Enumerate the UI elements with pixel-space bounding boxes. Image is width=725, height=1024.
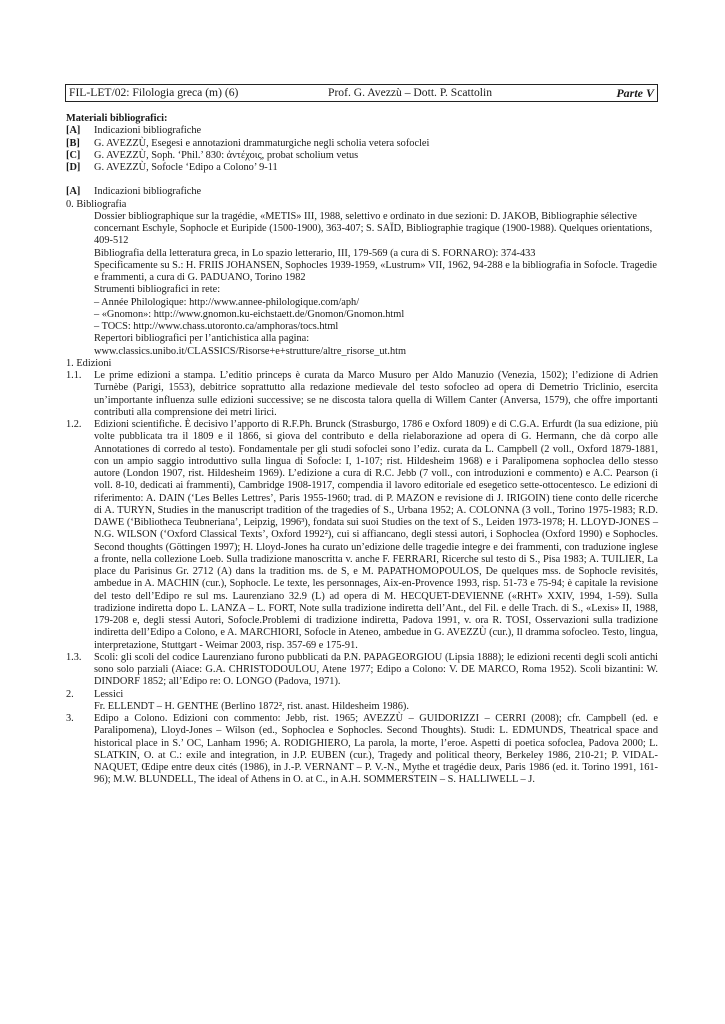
- bibliografia-line: Bibliografia della letteratura greca, in Lo spazio letterario, III, 179-569 (a cura di S. FORNARO): 374-433: [94, 247, 536, 259]
- subsection-number: 2.: [66, 688, 74, 700]
- subsection-text: Scoli: gli scoli del codice Laurenziano furono pubblicati da P.N. PAPAGEORGIOU (Lipsia 1888); le edizioni recenti degli scoli antichi sono solo parziali (Aiace: G.A. CHRISTODOULOU, Atene 1977; Edipo a Colono: V. DE MARCO, Roma 1952). Scoli bizantini: W. DINDORF 1852; all’Edipo re: O. LONGO (Padova, 1971).: [94, 651, 658, 688]
- subsection-text: Edizioni scientifiche. È decisivo l’apporto di R.F.Ph. Brunck (Strasburgo, 1786 e Oxford 1809) e di C.G.A. Erfurdt (la sua edizione, più volte pubblicata tra il 1809 e il 1866, si giova del contributo e della rielaborazione ad opera di G. Hermann, che dà corpo alle Annotationes di corredo al testo). Fondamentale per gli studi sofoclei sono l’ediz. curata da L. Campbell (2 voll., Oxford 1879-1881, con un ampio saggio introduttivo sulla lingua di Sofocle: I, 1-107; rist. Hildesheim 1968) e i Paralipomena sophoclea dello stesso autore (London 1907, rist. Hildesheim 1969). L’edizione a cura di R.C. Jebb (7 voll., con introduzioni e commento) e A.C. Pearson (i voll. 8-10, dedicati ai frammenti), Cambridge 1908-1917, compendia il lavoro editoriale ed esegetico sette-ottocentesco. Le edizioni di riferimento: A. DAIN (‘Les Belles Lettres’, Paris 1955-1960; trad. di P. MAZON e revisione di J. IRIGOIN) tiene conto delle ricerche di A. TURYN, Studies in the manuscript tradition of the tragedies of S., Urbana 1952; A. COLONNA (3 voll., Torino 1975-1983; R.D. DAWE (‘Bibliotheca Teubneriana’, Leipzig, 1996³), fondata sui suoi Studies on the text of S., Leiden 1973-1978; H. LLOYD-JONES – N.G. WILSON (‘Oxford Classical Texts’, Oxford 1992²), cui si affiancano, degli stessi autori, i Sophoclea (Oxford 1990) e Sophocles. Second thoughts (Göttingen 1997); H. Lloyd-Jones ha curato un’edizione delle tragedie integre e dei frammenti, con traduzione inglese a fronte, nella collezione Loeb. Sulla tradizione manoscritta v. anche F. FERRARI, Ricerche sul testo di S., Pisa 1983; A. TUILIER, La place du Parisinus Gr. 2712 (A) dans la tradition ms. de S, e M. PAPATHOMOPOULOS, De quelques mss. de Sophocle revisités, ambedue in A. MACHIN (cur.), Sophocle. Le texte, les personnages, Aix-en-Provence 1993, risp. 51-73 e 75-94; è capitale la revisione del testo dell’Edipo re sul ms. Laurenziano 32.9 (L) ad opera di M. HECQUET-DEVIENNE («RHT» XXIV, 1994, 1-59). Sulla tradizione indiretta dopo L. LANZA – L. FORT, Note sulla tradizione indiretta dell’Ant., del Fil. e delle Trach. di S., «Lexis» II, 1988, 179-208 e, degli stessi Autori, Sofocle.Problemi di tradizione indiretta, Padova 1991, v. ora R. TOSI, Osservazioni sulla tradizione indiretta dell’Edipo a Colono, e A. MARCHIORI, Sofocle in Ateneo, ambedue in G. AVEZZÙ (cur.), Il dramma sofocleo. Testo, lingua, interpretazione, Stuttgart - Weimar 2003, risp. 357-69 e 175-91.: [94, 419, 658, 651]
- subsection-number: 3.: [66, 713, 74, 724]
- materials-text: G. AVEZZÙ, Sofocle ‘Edipo a Colono’ 9-11: [94, 162, 278, 173]
- document-body: [66, 113, 658, 787]
- bibliografia-link-line[interactable]: – «Gnomon»: http://www.gnomon.ku-eichstaett.de/Gnomon/Gnomon.html: [94, 308, 405, 320]
- materials-text: G. AVEZZÙ, Soph. ‘Phil.’ 830: ἀντέχοις, probat scholium vetus: [94, 149, 359, 161]
- edizioni-heading: 1. Edizioni: [66, 357, 112, 369]
- materials-text: G. AVEZZÙ, Esegesi e annotazioni drammaturgiche negli scholia vetera sofoclei: [94, 137, 430, 149]
- instructors: Prof. G. Avezzù – Dott. P. Scattolin: [328, 86, 493, 99]
- subsection-text: Lessici: [94, 688, 124, 700]
- part-label: Parte V: [616, 86, 654, 100]
- spacer: [66, 174, 658, 186]
- subsection-number: [66, 701, 94, 713]
- subsection-text: Edipo a Colono. Edizioni con commento: Jebb, rist. 1965; AVEZZÙ – GUIDORIZZI – CERRI (2008); cfr. Campbell (ed. e Paralipomena), Lloyd-Jones – Wilson (ed., Sophoclea e Sophocles. Second Thoughts). Studi: L. EDMUNDS, Theatrical space and historical place in S.’ OC, Lanham 1996; A. RODIGHIERO, La parola, la morte, l’eroe. Aspetti di poetica sofoclea, Padova 2000; L. SLATKIN, O. at C.: exile and integration, in J.P. EUBEN (cur.), Tragedy and political theory, Berkeley 1986, 210-21; P. VIDAL-NAQUET, Œdipe entre deux cités (1986), in J.-P. VERNANT – P. V.-N., Mythe et tragédie deux, Paris 1986 (ed. it. Torino 1991, 161-96); M.W. BLUNDELL, The ideal of Athens in O. at C., in A.H. SOMMERSTEIN – S. HALLIWELL – J.: [94, 713, 658, 786]
- subsection: [66, 713, 658, 787]
- bibliografia-heading: 0. Bibliografia: [66, 198, 127, 210]
- subsection: [66, 689, 658, 701]
- subsection-number: 1.3.: [66, 651, 82, 663]
- section-a-heading: [66, 186, 658, 198]
- subsection-text: Le prime edizioni a stampa. L’editio princeps è curata da Marco Musuro per Aldo Manuzio (Venezia, 1502); l’edizione di Adrien Turnèbe (Parigi, 1553), debitrice soprattutto alla redazione medievale del testo sofocleo ad opera di Demetrio Triclinio, esercita un’importante influenza sulle edizioni successive; se ne discosta talora quella di Willem Canter (Anversa, 1579), che offre importanti contributi alla comprensione dei metri lirici.: [94, 370, 658, 418]
- materials-key: [B]: [66, 137, 80, 149]
- course-code: FIL-LET/02: Filologia greca (m) (6): [69, 86, 239, 99]
- subsection-number: 1.2.: [66, 419, 82, 430]
- subsection-text: Fr. ELLENDT – H. GENTHE (Berlino 1872², rist. anast. Hildesheim 1986).: [94, 700, 409, 712]
- page-header: [65, 84, 658, 102]
- materials-item: [66, 150, 658, 162]
- bibliografia-line: Repertori bibliografici per l’antichistica alla pagina:: [94, 333, 310, 345]
- section-a-key: [A]: [66, 186, 81, 198]
- subsection: [66, 652, 658, 689]
- subsection: [66, 701, 658, 713]
- materials-item: [66, 138, 658, 150]
- bibliografia-line: Strumenti bibliografici in rete:: [94, 284, 221, 296]
- bibliografia-link-line[interactable]: – Année Philologique: http://www.annee-philologique.com/aph/: [94, 296, 360, 308]
- bibliografia-line: Specificamente su S.: H. FRIIS JOHANSEN, Sophocles 1939-1959, «Lustrum» VII, 1962, 94-288 e la bibliografia in Sofocle. Tragedie e frammenti, a cura di G. PADUANO, Torino 1982: [94, 259, 657, 283]
- materials-item: [66, 162, 658, 174]
- bibliografia-link-line[interactable]: www.classics.unibo.it/CLASSICS/Risorse+e+strutture/altre_risorse_ut.htm: [94, 345, 407, 357]
- materials-key: [A]: [66, 125, 81, 137]
- materials-title: Materiali bibliografici:: [66, 113, 168, 124]
- bibliografia-link-line[interactable]: – TOCS: http://www.chass.utoronto.ca/amphoras/tocs.html: [94, 321, 339, 332]
- materials-key: [D]: [66, 162, 81, 173]
- subsection: [66, 419, 658, 652]
- materials-key: [C]: [66, 149, 81, 161]
- bibliografia-line: Dossier bibliographique sur la tragédie, «METIS» III, 1988, selettivo e ordinato in due sezioni: D. JAKOB, Bibliographie sélective concernant Eschyle, Sophocle et Euripide (1500-1900), 363-407; S. SAÏD, Bibliographie tragique (1900-1988). Quelques orientations, 409-512: [94, 210, 653, 247]
- bibliografia-list: [66, 211, 658, 358]
- subsection: [66, 370, 658, 419]
- subsection-number: 1.1.: [66, 370, 82, 381]
- materials-item: [66, 125, 658, 137]
- materials-text: Indicazioni bibliografiche: [94, 125, 202, 137]
- section-a-title: Indicazioni bibliografiche: [94, 186, 202, 198]
